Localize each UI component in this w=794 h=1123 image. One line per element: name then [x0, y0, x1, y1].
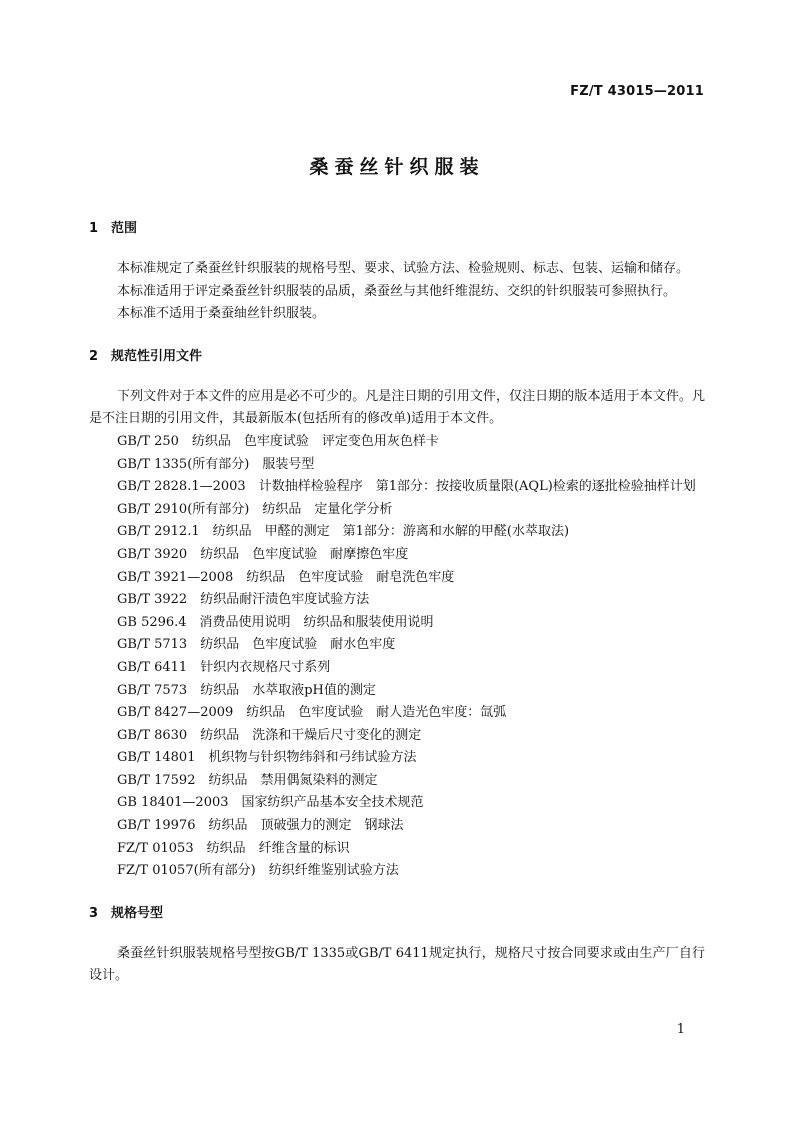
section-heading-scope: [89, 218, 705, 240]
reference-item: GB 18401—2003 国家纺织产品基本安全技术规范: [117, 795, 424, 811]
reference-item: GB/T 8630 纺织品 洗涤和干燥后尺寸变化的测定: [117, 727, 422, 743]
paragraph: 本标准适用于评定桑蚕丝针织服装的品质，桑蚕丝与其他纤维混纺、交织的针织服装可参照执行。: [117, 283, 677, 299]
section-title: 规格号型: [111, 905, 164, 921]
section-title: 范围: [111, 221, 138, 236]
reference-item: GB/T 250 纺织品 色牢度试验 评定变色用灰色样卡: [117, 433, 439, 449]
reference-item: GB/T 2828.1—2003 计数抽样检验程序 第1部分：按接收质量限(AQL)检索的逐批检验抽样计划: [117, 479, 696, 495]
document-code: FZ/T 43015—2011: [570, 84, 704, 99]
document-title: 桑蚕丝针织服装: [309, 156, 485, 178]
paragraph: 本标准不适用于桑蚕䌷丝针织服装。: [117, 306, 326, 322]
paragraph: 本标准规定了桑蚕丝针织服装的规格号型、要求、试验方法、检验规则、标志、包装、运输和储存。: [117, 261, 690, 276]
section-number: 1: [89, 221, 99, 236]
document-body: [89, 218, 705, 988]
reference-item: GB/T 2910(所有部分) 纺织品 定量化学分析: [117, 501, 393, 517]
reference-item: FZ/T 01053 纺织品 纤维含量的标识: [117, 840, 350, 856]
reference-item: GB 5296.4 消费品使用说明 纺织品和服装使用说明: [117, 614, 434, 630]
section-heading-size-designation: [89, 903, 705, 925]
reference-item: GB/T 6411 针织内衣规格尺寸系列: [117, 659, 331, 675]
reference-item: GB/T 2912.1 纺织品 甲醛的测定 第1部分：游离和水解的甲醛(水萃取法): [117, 524, 570, 540]
reference-item: GB/T 5713 纺织品 色牢度试验 耐水色牢度: [117, 637, 396, 653]
reference-list: [89, 431, 705, 883]
reference-item: GB/T 3920 纺织品 色牢度试验 耐摩擦色牢度: [117, 546, 409, 562]
reference-item: GB/T 19976 纺织品 顶破强力的测定 钢球法: [117, 818, 404, 834]
reference-item: GB/T 14801 机织物与针织物纬斜和弓纬试验方法: [117, 750, 417, 766]
reference-item: FZ/T 01057(所有部分) 纺织纤维鉴别试验方法: [117, 863, 399, 879]
section-heading-normative-references: [89, 346, 705, 368]
section-number: 2: [89, 348, 99, 364]
section-title: 规范性引用文件: [111, 348, 203, 364]
reference-item: GB/T 3921—2008 纺织品 色牢度试验 耐皂洗色牢度: [117, 569, 455, 585]
section-number: 3: [89, 905, 99, 921]
paragraph: 桑蚕丝针织服装规格号型按GB/T 1335或GB/T 6411规定执行，规格尺寸按合同要求或由生产厂自行设计。: [89, 945, 705, 984]
page-number: 1: [676, 1022, 685, 1037]
reference-item: GB/T 1335(所有部分) 服装号型: [117, 456, 315, 472]
references-intro: 下列文件对于本文件的应用是必不可少的。凡是注日期的引用文件，仅注日期的版本适用于本文件。凡是不注日期的引用文件，其最新版本(包括所有的修改单)适用于本文件。: [89, 388, 705, 427]
reference-item: GB/T 8427—2009 纺织品 色牢度试验 耐人造光色牢度：氙弧: [117, 705, 507, 721]
reference-item: GB/T 7573 纺织品 水萃取液pH值的测定: [117, 682, 376, 698]
reference-item: GB/T 17592 纺织品 禁用偶氮染料的测定: [117, 772, 378, 788]
reference-item: GB/T 3922 纺织品耐汗渍色牢度试验方法: [117, 592, 370, 608]
